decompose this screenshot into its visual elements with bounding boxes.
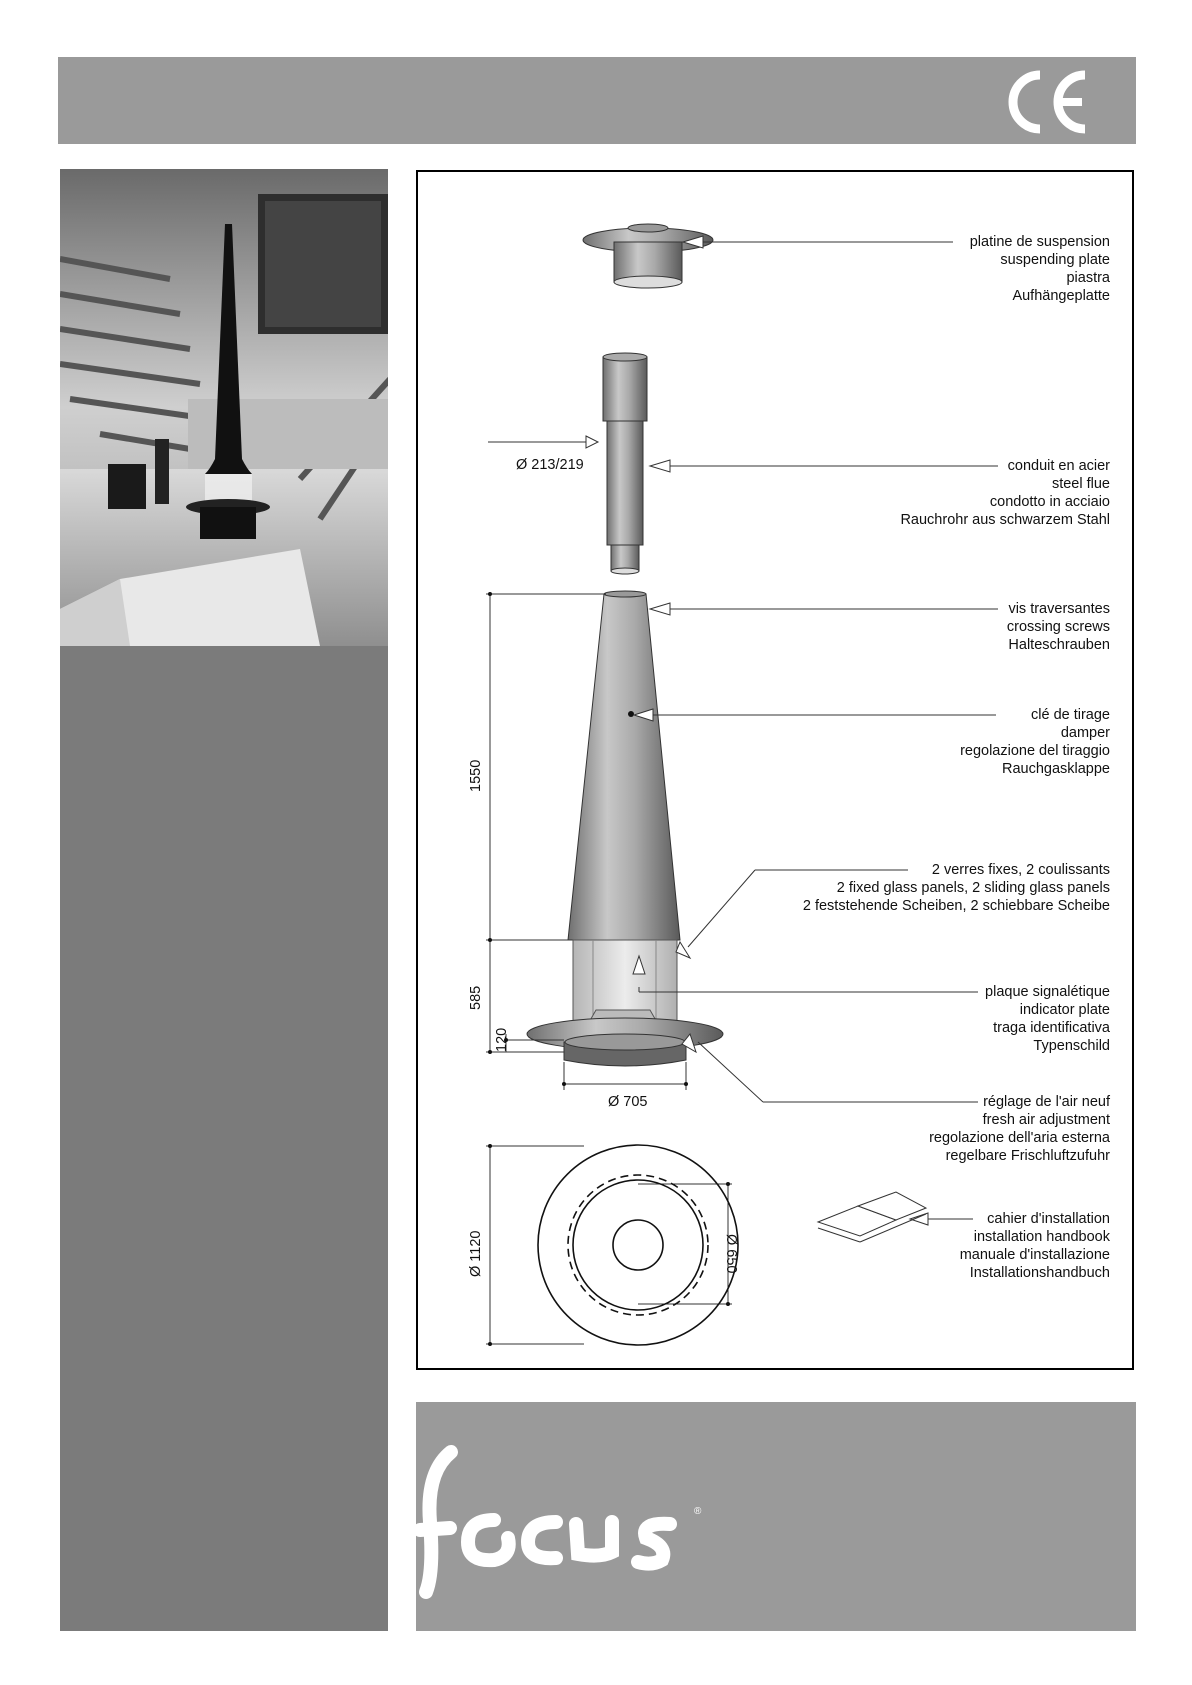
- steel-flue-part: [603, 353, 647, 574]
- dim-height-cone: 1550: [468, 759, 484, 792]
- plan-view: [538, 1145, 738, 1345]
- registered-mark: ®: [694, 1506, 702, 1517]
- footer-bar: [416, 1402, 1136, 1631]
- handbook-icon: [818, 1192, 926, 1242]
- label-damper: clé de tirage damper regolazione del tiraggio Rauchgasklappe: [960, 707, 1110, 777]
- label-steel-flue: conduit en acier steel flue condotto in acciaio Rauchrohr aus schwarzem Stahl: [900, 458, 1110, 528]
- interior-photo: [60, 169, 388, 646]
- suspension-plate-part: [583, 224, 713, 288]
- focus-logo: [416, 1442, 716, 1602]
- label-crossing-screws: vis traversantes crossing screws Halteschrauben: [1006, 601, 1110, 653]
- base-part: [527, 1018, 723, 1066]
- label-glass-panels: 2 verres fixes, 2 coulissants 2 fixed glass panels, 2 sliding glass panels 2 feststehende Scheiben, 2 schiebbare Scheibe: [802, 862, 1110, 914]
- dim-flue-diameter: Ø 213/219: [516, 457, 584, 473]
- left-sidebar: [60, 169, 388, 1631]
- cone-hood-part: [568, 591, 680, 940]
- dim-outer-diameter: Ø 1120: [468, 1230, 484, 1277]
- header-bar: [58, 57, 1136, 144]
- fireplace-diagram: [416, 170, 1134, 1370]
- dim-base-diameter: Ø 705: [608, 1094, 648, 1110]
- ce-mark-icon: [1000, 67, 1090, 137]
- dim-height-glass: 585: [468, 985, 484, 1010]
- dim-inner-diameter: Ø 650: [723, 1234, 739, 1274]
- label-fresh-air: réglage de l'air neuf fresh air adjustment regolazione dell'aria esterna regelbare Frischluftzufuhr: [929, 1094, 1110, 1164]
- dim-height-base: 120: [494, 1027, 510, 1052]
- label-suspending-plate: platine de suspension suspending plate piastra Aufhängeplatte: [969, 234, 1110, 304]
- label-indicator-plate: plaque signalétique indicator plate traga identificativa Typenschild: [985, 984, 1110, 1054]
- label-installation-handbook: cahier d'installation installation handbook manuale d'installazione Installationshandbuch: [959, 1211, 1110, 1281]
